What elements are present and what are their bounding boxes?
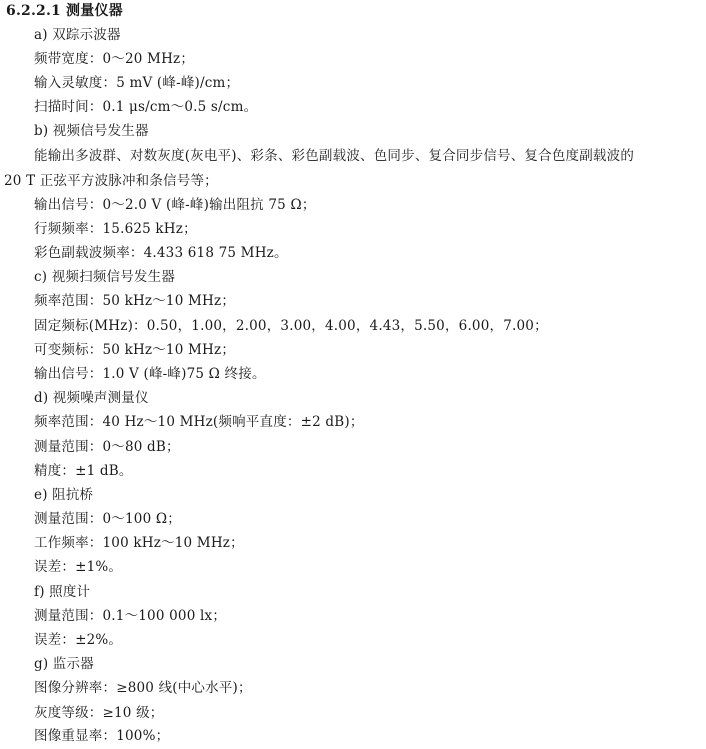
item-b-heading: b) 视频信号发生器 [34,123,149,139]
spec-line: 可变频标：50 kHz～10 MHz； [34,342,236,358]
spec-line: 测量范围：0.1～100 000 lx； [34,608,227,624]
spec-line: 行频频率：15.625 kHz； [34,221,197,237]
item-g-heading: g) 监示器 [34,656,94,672]
item-f-heading: f) 照度计 [34,584,91,600]
spec-line: 灰度等级：≥10 级； [34,705,164,721]
item-a-heading: a) 双踪示波器 [34,27,121,43]
spec-line: 精度：±1 dB。 [34,463,133,479]
spec-line: 输入灵敏度：5 mV (峰-峰)/cm； [34,75,240,91]
spec-line: 固定频标(MHz)：0.50，1.00，2.00，3.00，4.00，4.43，5.50，6.00，7.00； [34,318,548,334]
spec-line: 误差：±2%。 [34,632,123,648]
item-d-heading: d) 视频噪声测量仪 [34,390,149,406]
spec-line: 图像重显率：100%； [34,728,170,744]
spec-line: 测量范围：0～100 Ω； [34,511,181,527]
spec-line: 误差：±1%。 [34,559,123,575]
spec-line: 输出信号：1.0 V (峰-峰)75 Ω 终接。 [34,366,266,382]
spec-line: 频率范围：40 Hz～10 MHz(频响平直度：±2 dB)； [34,414,364,430]
paragraph-line: 能输出多波群、对数灰度(灰电平)、彩条、彩色副载波、色同步、复合同步信号、复合色度副载波的 [34,148,635,164]
paragraph-continuation: 20 T 正弦平方波脉冲和条信号等； [4,173,218,189]
section-heading: 6.2.2.1 测量仪器 [6,3,123,19]
spec-line: 彩色副载波频率：4.433 618 75 MHz。 [34,245,288,261]
spec-line: 输出信号：0～2.0 V (峰-峰)输出阻抗 75 Ω； [34,197,316,213]
item-c-heading: c) 视频扫频信号发生器 [34,269,176,285]
spec-line: 工作频率：100 kHz～10 MHz； [34,535,244,551]
spec-line: 频带宽度：0～20 MHz； [34,51,195,67]
spec-line: 图像分辨率：≥800 线(中心水平)； [34,680,252,696]
spec-line: 扫描时间：0.1 μs/cm～0.5 s/cm。 [34,99,258,115]
spec-line: 频率范围：50 kHz～10 MHz； [34,293,236,309]
item-e-heading: e) 阻抗桥 [34,487,94,503]
spec-line: 测量范围：0～80 dB； [34,439,180,455]
